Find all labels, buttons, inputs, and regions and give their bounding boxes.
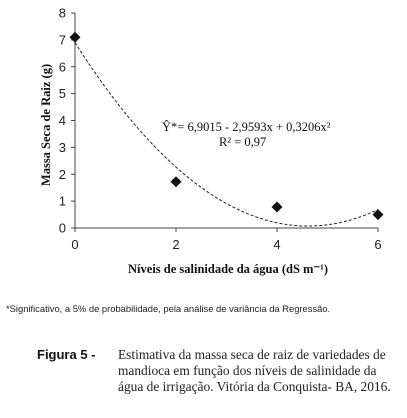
regression-equation: Ŷ*= 6,9015 - 2,9593x + 0,3206x² [162, 120, 331, 134]
data-point [70, 32, 81, 43]
x-tick-label: 0 [71, 237, 79, 252]
y-tick-label: 5 [58, 86, 66, 102]
y-axis-label: Massa Seca de Raiz (g) [39, 63, 53, 187]
caption-label: Figura 5 - [37, 347, 96, 362]
x-axis-label: Níveis de salinidade da água (dS m⁻¹) [128, 262, 328, 276]
data-point [171, 176, 182, 187]
y-tick-label: 8 [58, 5, 66, 21]
x-axis-ticks [71, 228, 381, 252]
x-tick-label: 6 [374, 237, 382, 252]
r-squared: R² = 0,97 [219, 135, 267, 149]
y-tick-label: 4 [58, 113, 66, 128]
significance-note: *Significativo, a 5% de probabilidade, pela análise de variância da Regressão. [6, 303, 331, 314]
data-point [373, 209, 384, 220]
x-tick-label: 4 [273, 237, 281, 252]
y-tick-label: 1 [58, 193, 66, 209]
y-tick-label: 0 [58, 220, 66, 236]
y-tick-label: 3 [58, 139, 66, 155]
y-tick-label: 7 [58, 32, 66, 48]
caption-text: Estimativa da massa seca de raiz de variedades de mandioca em função dos níveis de salinidade da água de irrigação. Vitória da Conquista- BA, 2016. [118, 347, 391, 394]
x-tick-label: 2 [172, 237, 180, 252]
figure-caption [37, 347, 403, 395]
y-tick-label: 2 [58, 166, 66, 182]
y-tick-label: 6 [58, 59, 66, 75]
data-point [272, 202, 283, 213]
